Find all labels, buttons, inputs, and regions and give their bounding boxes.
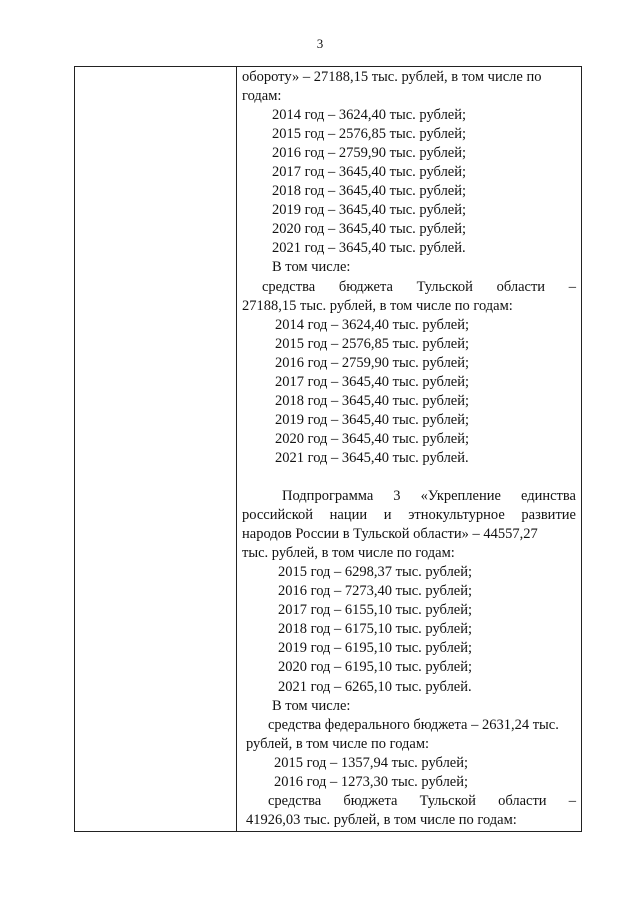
text-line: тыс. рублей, в том числе по годам: xyxy=(242,545,455,562)
federal-budget-line: средства федерального бюджета – 2631,24 тыс. xyxy=(268,716,559,733)
text-line: 41926,03 тыс. рублей, в том числе по годам: xyxy=(246,811,517,828)
year-line: 2018 год – 3645,40 тыс. рублей; xyxy=(272,183,467,200)
year-line: 2021 год – 3645,40 тыс. рублей. xyxy=(275,449,469,466)
word: бюджета xyxy=(343,792,398,809)
word: Подпрограмма xyxy=(282,488,374,505)
text-line: народов России в Тульской области» – 44557,27 xyxy=(242,526,538,543)
text-line: рублей, в том числе по годам: xyxy=(246,735,430,752)
year-line: 2015 год – 1357,94 тыс. рублей; xyxy=(274,754,469,771)
year-line: 2014 год – 3624,40 тыс. рублей; xyxy=(272,107,467,124)
year-line: 2016 год – 2759,90 тыс. рублей; xyxy=(272,145,467,162)
year-line: 2017 год – 6155,10 тыс. рублей; xyxy=(278,602,473,619)
year-line: 2016 год – 7273,40 тыс. рублей; xyxy=(278,583,473,600)
year-line: 2020 год – 6195,10 тыс. рублей; xyxy=(278,659,473,676)
year-line: 2019 год – 6195,10 тыс. рублей; xyxy=(278,640,473,657)
year-line: 2017 год – 3645,40 тыс. рублей; xyxy=(275,373,470,390)
word: Тульской xyxy=(419,792,476,809)
table-cell-content xyxy=(242,68,576,830)
year-line: 2015 год – 2576,85 тыс. рублей; xyxy=(272,126,467,143)
including-line: В том числе: xyxy=(272,259,351,276)
column-divider xyxy=(236,67,237,831)
word: «Укрепление xyxy=(420,488,501,505)
text-line: 27188,15 тыс. рублей, в том числе по годам: xyxy=(242,297,513,314)
word: единства xyxy=(520,488,576,505)
year-line: 2016 год – 2759,90 тыс. рублей; xyxy=(275,354,470,371)
text-line: обороту» – 27188,15 тыс. рублей, в том числе по xyxy=(242,69,542,85)
text-line: годам: xyxy=(242,88,282,105)
word: 3 xyxy=(393,488,401,505)
year-line: 2020 год – 3645,40 тыс. рублей; xyxy=(275,430,470,447)
word: Тульской xyxy=(416,278,473,295)
year-line: 2015 год – 2576,85 тыс. рублей; xyxy=(275,335,470,352)
word: этнокультурное xyxy=(408,507,505,524)
year-line: 2018 год – 3645,40 тыс. рублей; xyxy=(275,392,470,409)
word: и xyxy=(383,507,392,524)
word: области xyxy=(498,792,547,809)
year-line: 2015 год – 6298,37 тыс. рублей; xyxy=(278,564,473,581)
word: области xyxy=(496,278,546,295)
blank-line xyxy=(242,468,576,487)
word: средства xyxy=(268,792,322,809)
subprogram-heading-line xyxy=(242,487,576,506)
word: бюджета xyxy=(338,278,393,295)
word: – xyxy=(568,792,576,809)
regional-budget-line xyxy=(242,278,576,297)
regional-budget-line xyxy=(242,792,576,811)
year-line: 2016 год – 1273,30 тыс. рублей; xyxy=(274,773,469,790)
word: средства xyxy=(262,278,316,295)
year-line: 2014 год – 3624,40 тыс. рублей; xyxy=(275,316,470,333)
word: развитие xyxy=(521,507,576,524)
including-line: В том числе: xyxy=(272,697,351,714)
year-line: 2017 год – 3645,40 тыс. рублей; xyxy=(272,164,467,181)
document-table xyxy=(74,66,582,832)
year-line: 2019 год – 3645,40 тыс. рублей; xyxy=(272,202,467,219)
page-number: 3 xyxy=(316,36,324,51)
word: – xyxy=(568,278,576,295)
year-line: 2018 год – 6175,10 тыс. рублей; xyxy=(278,621,473,638)
year-line: 2021 год – 3645,40 тыс. рублей. xyxy=(272,240,466,257)
word: российской xyxy=(242,507,314,524)
word: нации xyxy=(329,507,368,524)
year-line: 2019 год – 3645,40 тыс. рублей; xyxy=(275,411,470,428)
year-line: 2020 год – 3645,40 тыс. рублей; xyxy=(272,221,467,238)
year-line: 2021 год – 6265,10 тыс. рублей. xyxy=(278,678,472,695)
subprogram-heading-line xyxy=(242,506,576,525)
